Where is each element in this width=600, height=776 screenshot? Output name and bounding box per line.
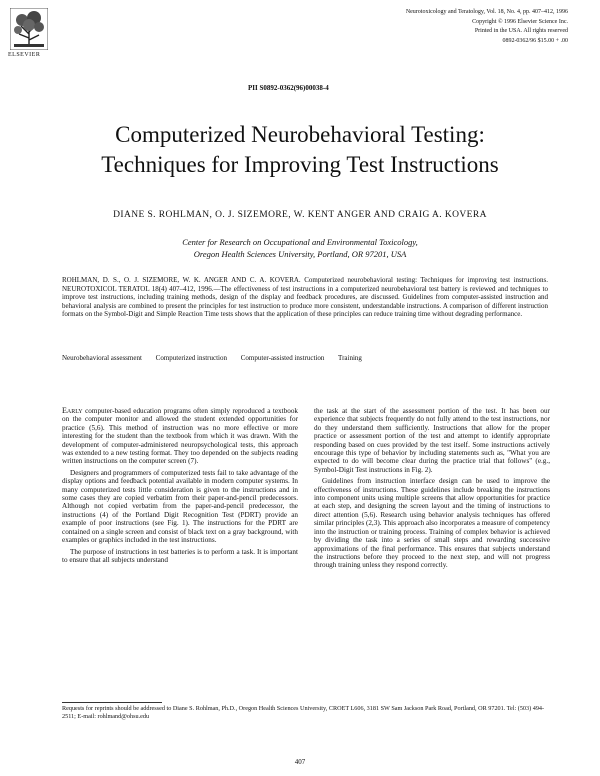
paragraph: the task at the start of the assessment portion of the test. It has been our experience that subjects frequently do not fully attend to the test instructions, nor do they understand them sufficiently. Instructions that allow for the proper practice or assessment portion of the test and attempt to identify appropriate responding based on cues provided by the test itself. Some instructions actively encourage this type of behavior by including statements such as, "What you are expected to do will become clear during the practice trial that follows" (e.g., Symbol-Digit Test instructions in Fig. 2). — [314, 407, 550, 474]
abstract: ROHLMAN, D. S., O. J. SIZEMORE, W. K. ANGER AND C. A. KOVERA. Computerized neurobehavioral testing: Techniques for improving test instructions. NEUROTOXICOL TERATOL 18(4) 407–412, 1996.—The effectiveness of test instructions in a computerized neurobehavioral test battery is reviewed and techniques to improve test instructions, including training methods, design of the display and feedback procedures, are discussed. Guidelines from computer-assisted instruction and behavioral analysis are combined to present the principles for test instruction to produce more consistent, understandable instructions. A comparison of different instruction formats on the Symbol-Digit and Simple Reaction Time tests shows that the application of these principles can reduce training time without degrading performance. — [62, 276, 548, 319]
body-column-left — [62, 407, 298, 567]
paragraph: Guidelines from instruction interface design can be used to improve the effectiveness of instructions. These guidelines include breaking the instructions into component units using multiple screens that allow opportunities for practice at each step, and designing the screen layout and the timing of instructions to direct attention (5,6). Research using behavior analysis techniques has offered similar principles (2,3). This approach also incorporates a measure of competency into the instruction or training process. Training of complex behavior is achieved by dividing the task into a series of small steps and rewarding successive approximations of the final performance. This ensures that subjects understand the instructions before they proceed to the next step, and will not progress through training unless they respond correctly. — [314, 477, 550, 570]
affiliation-line: Oregon Health Sciences University, Portland, OR 97201, USA — [193, 249, 407, 259]
keyword: Computer-assisted instruction — [240, 354, 325, 362]
keywords — [62, 354, 548, 362]
journal-line: Copyright © 1996 Elsevier Science Inc. — [472, 18, 568, 25]
lead-word: Early — [62, 406, 83, 415]
keyword: Training — [338, 354, 362, 362]
paragraph-text: computer-based education programs often simply reproduced a textbook on the computer monitor and allowed the student extended opportunities for practice (5,6). This method of instruction was no more effective or more interesting for the student than the textbook from which it was drawn. With the development of computer-administered neuropsychological tests, this approach was extended to a new testing format. They too depended on the subjects reading written instructions on the computer screen (7). — [62, 407, 299, 466]
paragraph — [62, 407, 298, 466]
footnote: Requests for reprints should be addressed to Diane S. Rohlman, Ph.D., Oregon Health Sciences University, CROET L606, 3181 SW Sam Jackson Park Road, Portland, OR 97201. Tel: (503) 494-2511; E-mail: rohlmand@ohsu.edu — [62, 705, 545, 720]
title-line: Computerized Neurobehavioral Testing: — [115, 122, 485, 147]
journal-line: Printed in the USA. All rights reserved — [474, 28, 568, 34]
elsevier-tree-icon — [10, 8, 48, 50]
publisher-logo — [10, 8, 48, 50]
article-title — [0, 120, 600, 180]
journal-line: 0892-0362/96 $15.00 + .00 — [502, 37, 568, 44]
affiliation — [0, 236, 600, 260]
journal-line: Neurotoxicology and Teratology, Vol. 18, No. 4, pp. 407–412, 1996 — [405, 9, 568, 15]
paragraph: The purpose of instructions in test batteries is to perform a task. It is important to ensure that all subjects understand — [62, 547, 298, 564]
paragraph: Designers and programmers of computerized tests fail to take advantage of the display options and feedback potential available in modern computer systems. In many computerized tests little consideration is given to the instructions and in some cases they are copied verbatim from their paper-and-pencil predecessors. Although not copied verbatim from the paper-and-pencil predecessor, the instructions (4) of the Portland Digit Recognition Test (PDRT) provide an example of poor instructions (see Fig. 1). The instructions for the PDRT are contained on a single screen and consist of black text on a gray background, with examples or graphics included in the test instructions. — [62, 468, 298, 545]
body-column-right — [314, 407, 550, 573]
title-line: Techniques for Improving Test Instructions — [101, 152, 499, 177]
publisher-name: ELSEVIER — [8, 52, 41, 58]
footnote-divider — [62, 702, 162, 703]
keyword: Neurobehavioral assessment — [62, 354, 142, 362]
journal-info — [378, 8, 568, 46]
author-list: DIANE S. ROHLMAN, O. J. SIZEMORE, W. KENT ANGER AND CRAIG A. KOVERA — [113, 210, 487, 220]
affiliation-line: Center for Research on Occupational and Environmental Toxicology, — [182, 237, 418, 247]
page-number: 407 — [294, 758, 306, 766]
pii-identifier: PII S0892-0362(96)00038-4 — [248, 84, 329, 92]
keyword: Computerized instruction — [155, 354, 228, 362]
